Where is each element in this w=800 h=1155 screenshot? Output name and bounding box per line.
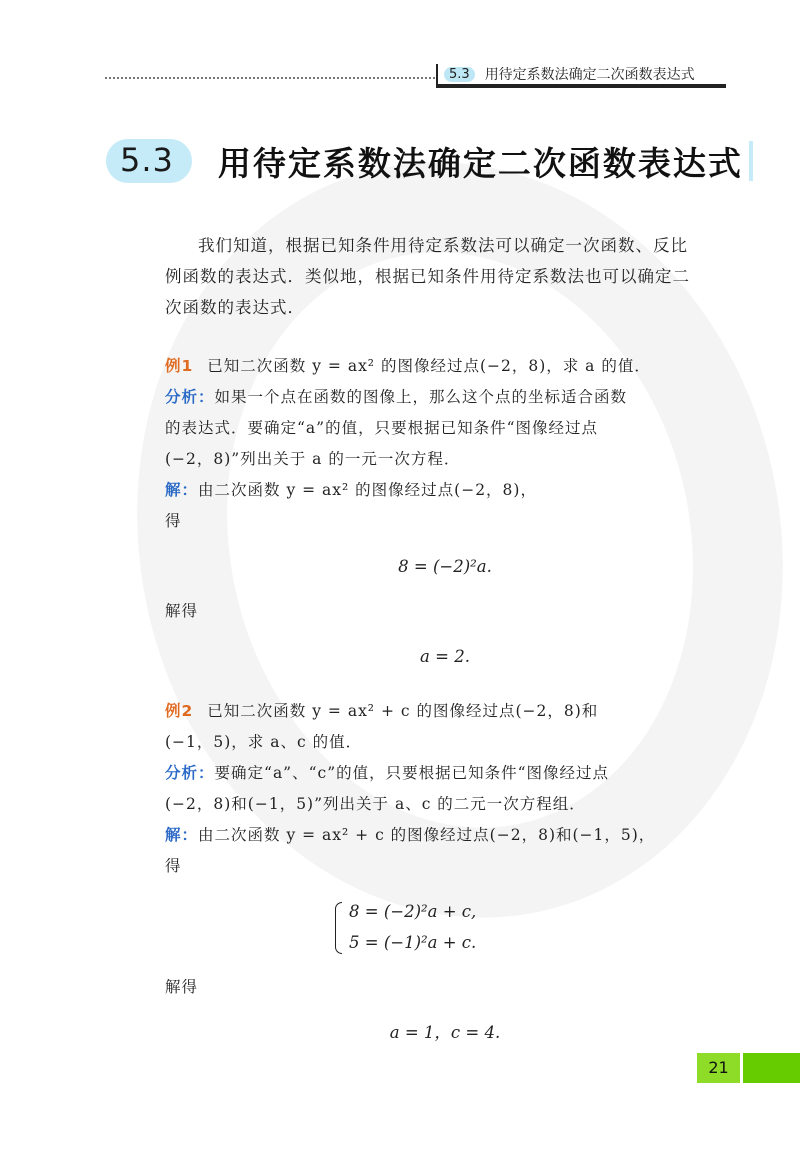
example-1-label: 例1 — [165, 357, 194, 375]
section-title — [106, 135, 753, 187]
example-1 — [165, 351, 725, 672]
intro-line: 次函数的表达式． — [165, 298, 305, 317]
analysis-line: (−2，8)”列出关于 a 的一元一次方程． — [165, 450, 461, 468]
equation: 8 = (−2)²a. — [398, 557, 492, 576]
system-equation-2: 5 = (−1)²a + c. — [349, 933, 477, 952]
solution-text: 由二次函数 y = ax² + c 的图像经过点(−2，8)和(−1，5)， — [198, 826, 656, 844]
analysis-line: 的表达式．要确定“a”的值，只要根据已知条件“图像经过点 — [165, 419, 599, 437]
example-2-question-cont: (−1，5)，求 a、c 的值． — [165, 733, 363, 751]
solution-label: 解： — [165, 481, 199, 499]
result: a = 2. — [420, 647, 470, 666]
intro-paragraph — [165, 230, 725, 323]
jiede-text: 解得 — [165, 602, 199, 620]
analysis-line: 要确定“a”、“c”的值，只要根据已知条件“图像经过点 — [214, 764, 610, 782]
jiede-text: 解得 — [165, 978, 199, 996]
page-number: 21 — [697, 1053, 740, 1083]
header-dotted-line — [105, 77, 435, 79]
analysis-line: 如果一个点在函数的图像上，那么这个点的坐标适合函数 — [214, 388, 628, 406]
example-2-question: 已知二次函数 y = ax² + c 的图像经过点(−2，8)和 — [207, 702, 599, 720]
system-equation-1: 8 = (−2)²a + c, — [349, 902, 477, 921]
running-header — [436, 64, 726, 88]
example-2 — [165, 696, 725, 1048]
title-accent-bar — [749, 141, 753, 181]
intro-line: 例函数的表达式．类似地，根据已知条件用待定系数法也可以确定二 — [165, 267, 690, 286]
intro-line: 我们知道，根据已知条件用待定系数法可以确定一次函数、反比 — [198, 236, 688, 255]
page-tab — [743, 1053, 800, 1083]
solution-text: 由二次函数 y = ax² 的图像经过点(−2，8)， — [198, 481, 537, 499]
de-text: 得 — [165, 512, 182, 530]
header-section-number: 5.3 — [444, 67, 475, 82]
analysis-label: 分析： — [165, 388, 215, 406]
left-brace — [335, 902, 342, 954]
example-2-label: 例2 — [165, 702, 194, 720]
header-section-title: 用待定系数法确定二次函数表达式 — [484, 67, 695, 83]
analysis-label: 分析： — [165, 764, 215, 782]
example-1-question: 已知二次函数 y = ax² 的图像经过点(−2，8)，求 a 的值． — [207, 357, 651, 375]
page-content — [165, 230, 725, 1062]
analysis-line: (−2，8)和(−1，5)”列出关于 a、c 的二元一次方程组． — [165, 795, 586, 813]
equation-system — [335, 896, 725, 958]
solution-label: 解： — [165, 826, 199, 844]
section-number: 5.3 — [106, 139, 192, 183]
result: a = 1，c = 4. — [389, 1023, 501, 1042]
de-text: 得 — [165, 857, 182, 875]
section-heading: 用待定系数法确定二次函数表达式 — [217, 143, 743, 183]
